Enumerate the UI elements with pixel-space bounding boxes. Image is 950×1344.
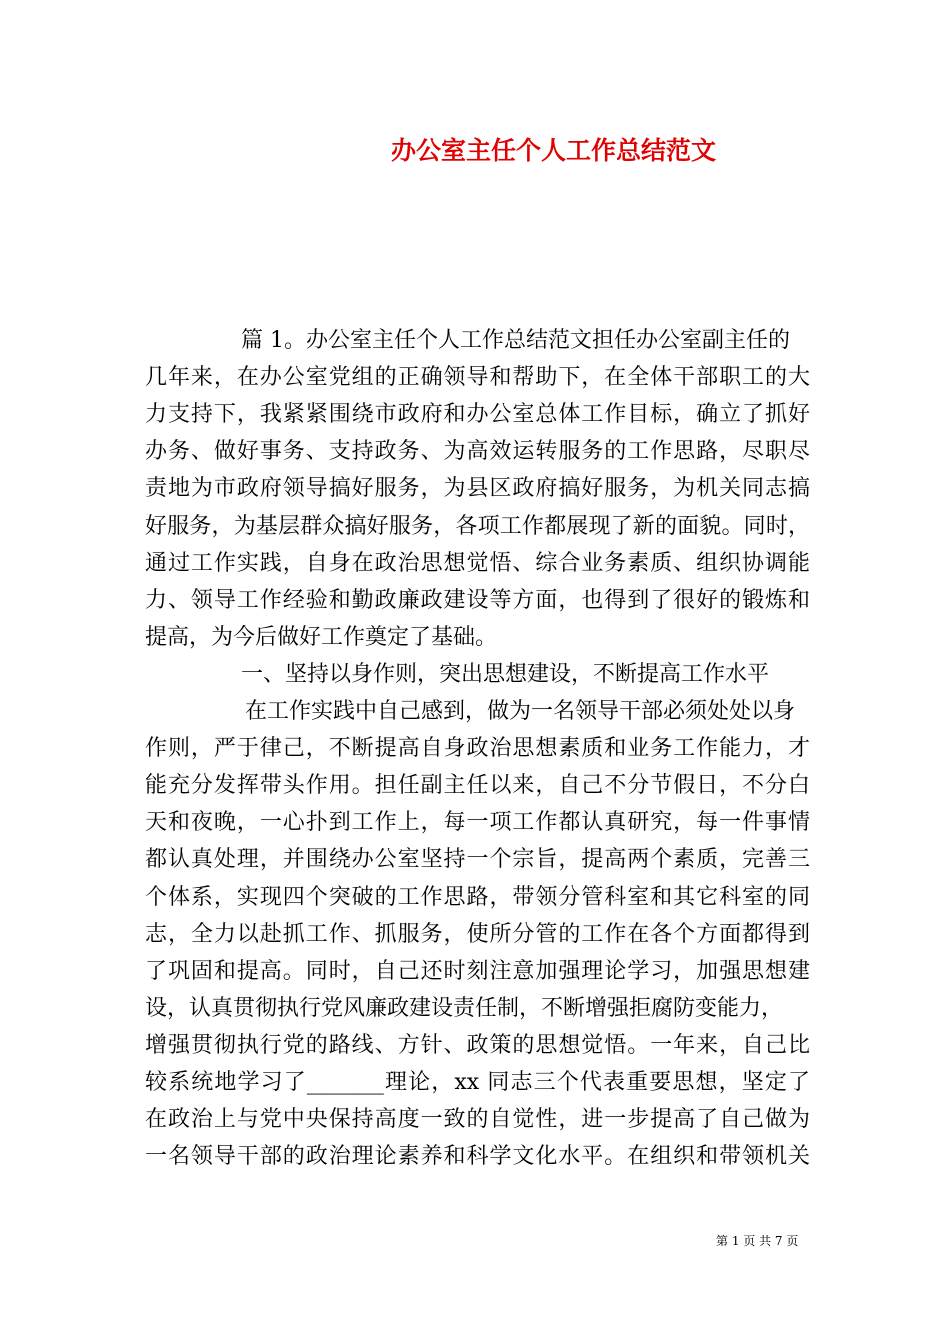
paragraph-line: 天和夜晚，一心扑到工作上，每一项工作都认真研究，每一件事情	[145, 810, 810, 836]
paragraph-line: 在政治上与党中央保持高度一致的自觉性，进一步提高了自己做为	[145, 1107, 810, 1133]
paragraph-line: 都认真处理，并围绕办公室坚持一个宗旨，提高两个素质，完善三	[145, 847, 810, 873]
document-title: 办公室主任个人工作总结范文	[391, 136, 717, 165]
paragraph-line: 增强贯彻执行党的路线、方针、政策的思想觉悟。一年来，自己比	[145, 1032, 810, 1058]
page-number: 第 1 页 共 7 页	[716, 1234, 799, 1248]
section-heading: 一、坚持以身作则，突出思想建设，不断提高工作水平	[241, 661, 770, 687]
paragraph-line: 篇 1。办公室主任个人工作总结范文担任办公室副主任的	[241, 328, 790, 353]
paragraph-line: 力支持下，我紧紧围绕市政府和办公室总体工作目标，确立了抓好	[145, 402, 810, 428]
paragraph-line: 提高，为今后做好工作奠定了基础。	[145, 624, 498, 650]
paragraph-line: 办务、做好事务、支持政务、为高效运转服务的工作思路，尽职尽	[145, 439, 810, 465]
paragraph-line: 一名领导干部的政治理论素养和科学文化水平。在组织和带领机关	[145, 1144, 810, 1170]
paragraph-line: 通过工作实践，自身在政治思想觉悟、综合业务素质、组织协调能	[145, 550, 810, 576]
paragraph-line: 在工作实践中自己感到，做为一名领导干部必须处处以身	[245, 699, 796, 724]
paragraph-line: 作则，严于律己，不断提高自身政治思想素质和业务工作能力，才	[145, 736, 810, 762]
paragraph-line: 几年来，在办公室党组的正确领导和帮助下，在全体干部职工的大	[145, 365, 810, 391]
paragraph-line: 志，全力以赴抓工作、抓服务，使所分管的工作在各个方面都得到	[145, 921, 810, 947]
paragraph-line: 较系统地学习了_______理论，xx 同志三个代表重要思想，坚定了	[145, 1070, 810, 1095]
paragraph-line: 了巩固和提高。同时，自己还时刻注意加强理论学习，加强思想建	[145, 958, 810, 984]
paragraph-line: 设，认真贯彻执行党风廉政建设责任制，不断增强拒腐防变能力，	[145, 995, 784, 1021]
paragraph-line: 好服务，为基层群众搞好服务，各项工作都展现了新的面貌。同时，	[145, 513, 810, 539]
paragraph-line: 个体系，实现四个突破的工作思路，带领分管科室和其它科室的同	[145, 884, 810, 910]
paragraph-line: 力、领导工作经验和勤政廉政建设等方面，也得到了很好的锻炼和	[145, 587, 810, 613]
paragraph-line: 能充分发挥带头作用。担任副主任以来，自己不分节假日，不分白	[145, 773, 810, 799]
paragraph-line: 责地为市政府领导搞好服务，为县区政府搞好服务，为机关同志搞	[145, 476, 810, 502]
